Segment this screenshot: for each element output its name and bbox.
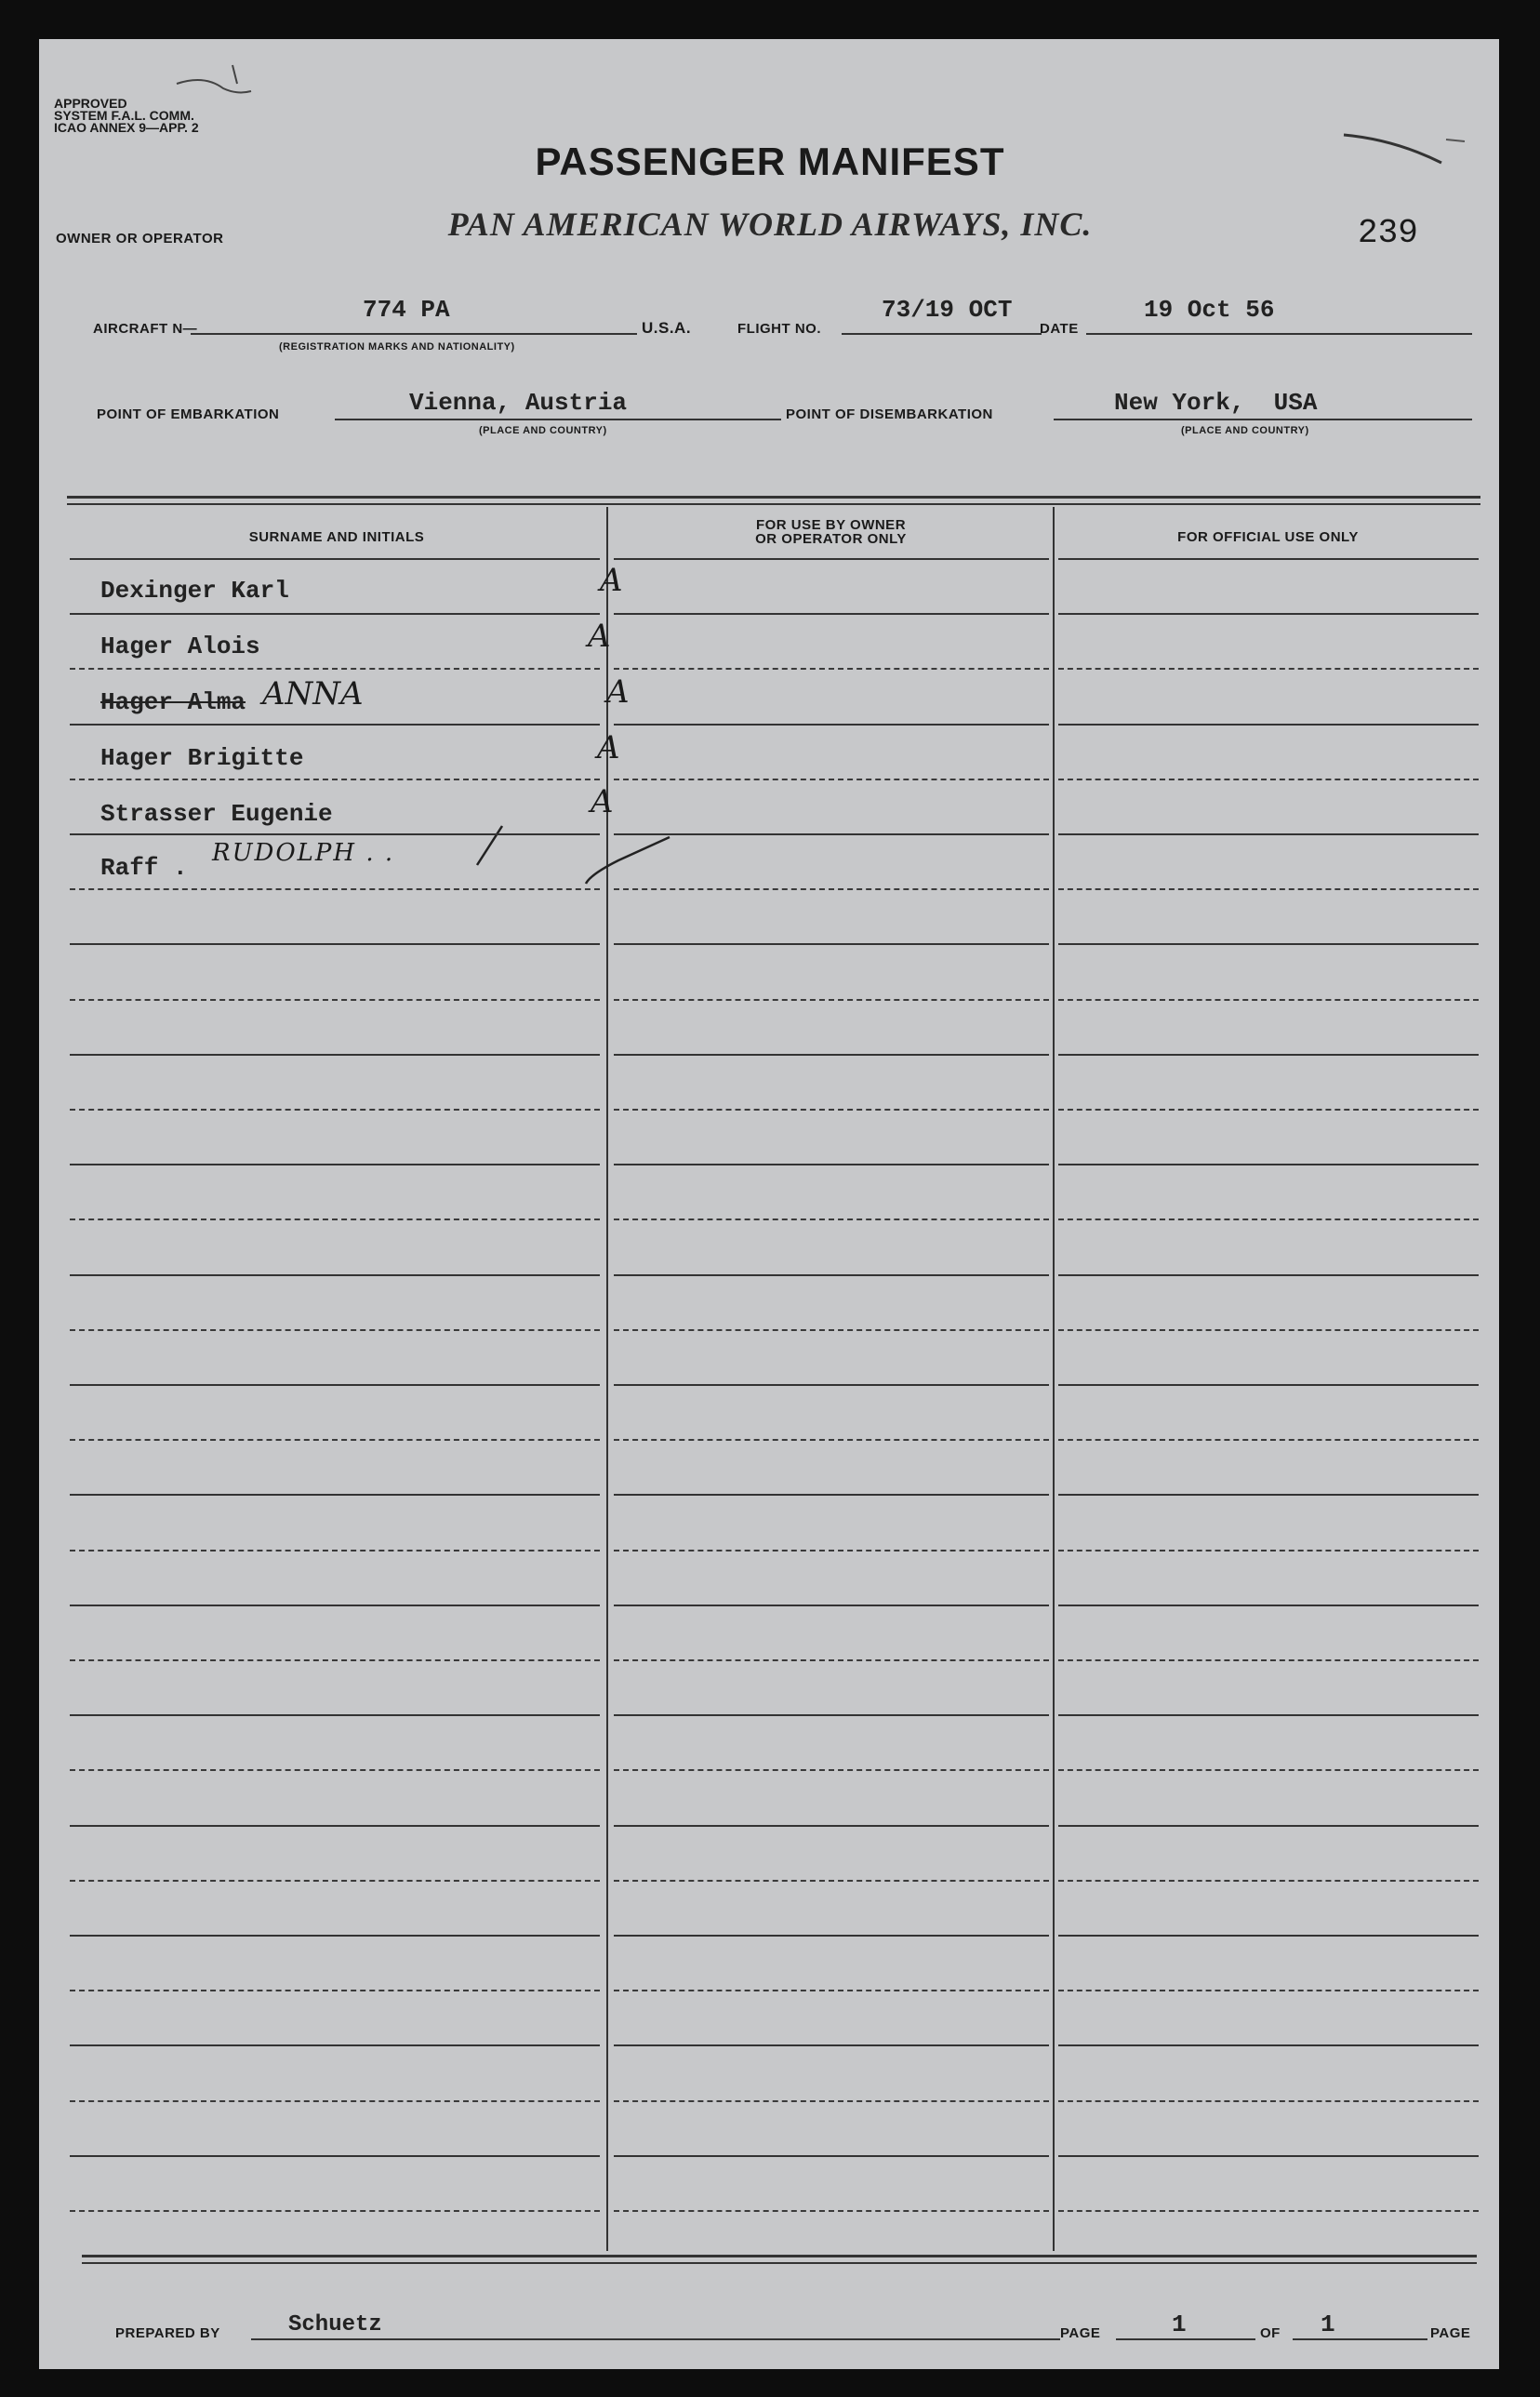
table-bottom-rule [82,2255,1477,2257]
prepared-by-underline [251,2338,1060,2340]
row-rule [1058,833,1479,835]
passenger-row-5-name: Strasser Eugenie [100,800,333,828]
row-rule [1058,1605,1479,1606]
row-rule [1058,1218,1479,1220]
airline-name: PAN AMERICAN WORLD AIRWAYS, INC. [447,206,1093,243]
of-underline [1293,2338,1427,2340]
passenger-row-1-name: Dexinger Karl [100,577,289,605]
row-rule [614,1550,1049,1551]
flight-underline [842,333,1042,335]
row-rule [1058,558,1479,560]
row-rule [70,2210,600,2212]
disembarkation-label: POINT OF DISEMBARKATION [786,406,993,422]
prepared-by-value: Schuetz [288,2312,382,2337]
row-rule [614,943,1049,945]
aircraft-value: 774 PA [363,296,450,324]
row-rule [614,1769,1049,1771]
date-underline [1086,333,1472,335]
corner-scribble-left [167,56,260,102]
passenger-row-1-mark: A [600,562,623,599]
row-rule [614,2155,1049,2157]
owner-label: OWNER OR OPERATOR [56,231,224,246]
passenger-row-6-mark [581,832,674,888]
row-rule [614,613,1049,615]
row-rule [70,999,600,1001]
passenger-row-4-name: Hager Brigitte [100,744,304,772]
row-rule [614,558,1049,560]
aircraft-underline [191,333,637,335]
passenger-row-3-typed: Hager Alma [100,688,246,716]
row-rule [70,1990,600,1991]
row-rule [1058,1494,1479,1496]
row-rule [1058,1550,1479,1551]
row-rule [70,888,600,890]
approval-line-2: SYSTEM F.A.L. COMM. [54,108,194,123]
date-label: DATE [1040,321,1079,337]
of-value: 1 [1321,2310,1335,2338]
page-label: PAGE [1060,2325,1101,2341]
row-rule [614,1329,1049,1331]
row-rule [614,1109,1049,1111]
column-header-official: FOR OFFICIAL USE ONLY [1177,529,1359,545]
row-rule [70,1274,600,1276]
row-rule [614,1659,1049,1661]
row-rule [70,1769,600,1771]
row-rule [1058,1659,1479,1661]
passenger-row-5-mark: A [591,783,614,820]
row-rule [614,1990,1049,1991]
row-rule [614,999,1049,1001]
passenger-row-6-handwritten: RUDOLPH . . [212,839,395,867]
row-rule [1058,1880,1479,1882]
row-rule [70,1329,600,1331]
row-rule [70,779,600,780]
row-rule [1058,668,1479,670]
row-rule [614,1274,1049,1276]
column-header-owner-line1: FOR USE BY OWNER [755,517,907,533]
row-rule [1058,1990,1479,1991]
row-rule [614,888,1049,890]
row-rule [1058,1935,1479,1937]
column-header-owner-line2: OR OPERATOR ONLY [755,531,907,547]
disembarkation-underline [1054,419,1472,420]
row-rule [70,943,600,945]
page-value: 1 [1172,2310,1187,2338]
passenger-row-6-name: Raff . [100,854,188,882]
passenger-row-6-tick-mark [460,819,516,874]
row-rule [70,558,600,560]
row-rule [1058,2155,1479,2157]
row-rule [70,833,600,835]
row-rule [1058,1384,1479,1386]
row-rule [70,1439,600,1441]
column-header-surname: SURNAME AND INITIALS [248,529,425,545]
embarkation-underline [335,419,781,420]
row-rule [614,2100,1049,2102]
row-rule [70,1825,600,1827]
row-rule [614,833,1049,835]
row-rule [614,2044,1049,2046]
row-rule [1058,999,1479,1001]
row-rule [1058,613,1479,615]
row-rule [1058,724,1479,726]
row-rule [70,1494,600,1496]
row-rule [614,1880,1049,1882]
row-rule [614,1605,1049,1606]
column-divider-2 [1053,507,1055,2251]
row-rule [70,1935,600,1937]
row-rule [614,2210,1049,2212]
row-rule [614,1218,1049,1220]
column-header-owner [609,518,1053,546]
passenger-row-4-mark: A [597,729,620,766]
disembarkation-value: New York, USA [1114,389,1318,417]
row-rule [1058,1439,1479,1441]
row-rule [614,1054,1049,1056]
row-rule [1058,943,1479,945]
row-rule [614,779,1049,780]
of-label: OF [1260,2325,1281,2341]
row-rule [70,1054,600,1056]
row-rule [1058,1164,1479,1165]
row-rule [1058,2210,1479,2212]
date-value: 19 Oct 56 [1144,296,1275,324]
row-rule [70,1550,600,1551]
row-rule [614,1935,1049,1937]
row-rule [70,1164,600,1165]
row-rule [1058,888,1479,890]
row-rule [1058,1109,1479,1111]
embarkation-label: POINT OF EMBARKATION [97,406,280,422]
row-rule [70,2155,600,2157]
embarkation-value: Vienna, Austria [409,389,628,417]
approval-line-3: ICAO ANNEX 9—APP. 2 [54,120,199,135]
row-rule [70,724,600,726]
row-rule [614,724,1049,726]
passenger-row-2-mark: A [588,618,611,655]
aircraft-label: AIRCRAFT N— [93,321,198,337]
row-rule [70,1659,600,1661]
row-rule [70,1880,600,1882]
row-rule [70,2044,600,2046]
column-divider-1 [606,507,608,2251]
disembarkation-caption: (PLACE AND COUNTRY) [1181,425,1309,436]
row-rule [1058,1329,1479,1331]
embarkation-caption: (PLACE AND COUNTRY) [479,425,607,436]
page-underline [1116,2338,1255,2340]
passenger-row-2-name: Hager Alois [100,633,260,660]
flight-value: 73/19 OCT [882,296,1013,324]
row-rule [70,613,600,615]
row-rule [1058,779,1479,780]
page-suffix-label: PAGE [1430,2325,1471,2341]
row-rule [1058,1274,1479,1276]
prepared-by-label: PREPARED BY [115,2325,220,2341]
row-rule [1058,1714,1479,1716]
table-top-rule [67,496,1480,499]
row-rule [614,1825,1049,1827]
passenger-row-3-mark: A [606,673,630,711]
row-rule [70,1109,600,1111]
row-rule [70,668,600,670]
flight-label: FLIGHT NO. [737,321,821,337]
passenger-row-3-handwritten: ANNA [262,675,364,712]
country-label: U.S.A. [642,319,692,337]
row-rule [614,1384,1049,1386]
row-rule [614,1164,1049,1165]
row-rule [70,1218,600,1220]
table-bottom-rule-2 [82,2262,1477,2264]
row-rule [70,1384,600,1386]
passenger-row-3-name [100,688,246,716]
table-top-rule-2 [67,503,1480,505]
row-rule [614,668,1049,670]
row-rule [1058,2044,1479,2046]
registration-caption: (REGISTRATION MARKS AND NATIONALITY) [279,341,515,353]
row-rule [1058,1054,1479,1056]
approval-notice [54,98,199,134]
row-rule [614,1439,1049,1441]
row-rule [70,1714,600,1716]
row-rule [70,1605,600,1606]
row-rule [1058,1769,1479,1771]
page-title: PASSENGER MANIFEST [535,140,1005,183]
approval-line-1: APPROVED [54,96,127,111]
row-rule [1058,2100,1479,2102]
document-number: 239 [1358,214,1418,252]
row-rule [70,2100,600,2102]
row-rule [614,1494,1049,1496]
row-rule [614,1714,1049,1716]
row-rule [1058,1825,1479,1827]
